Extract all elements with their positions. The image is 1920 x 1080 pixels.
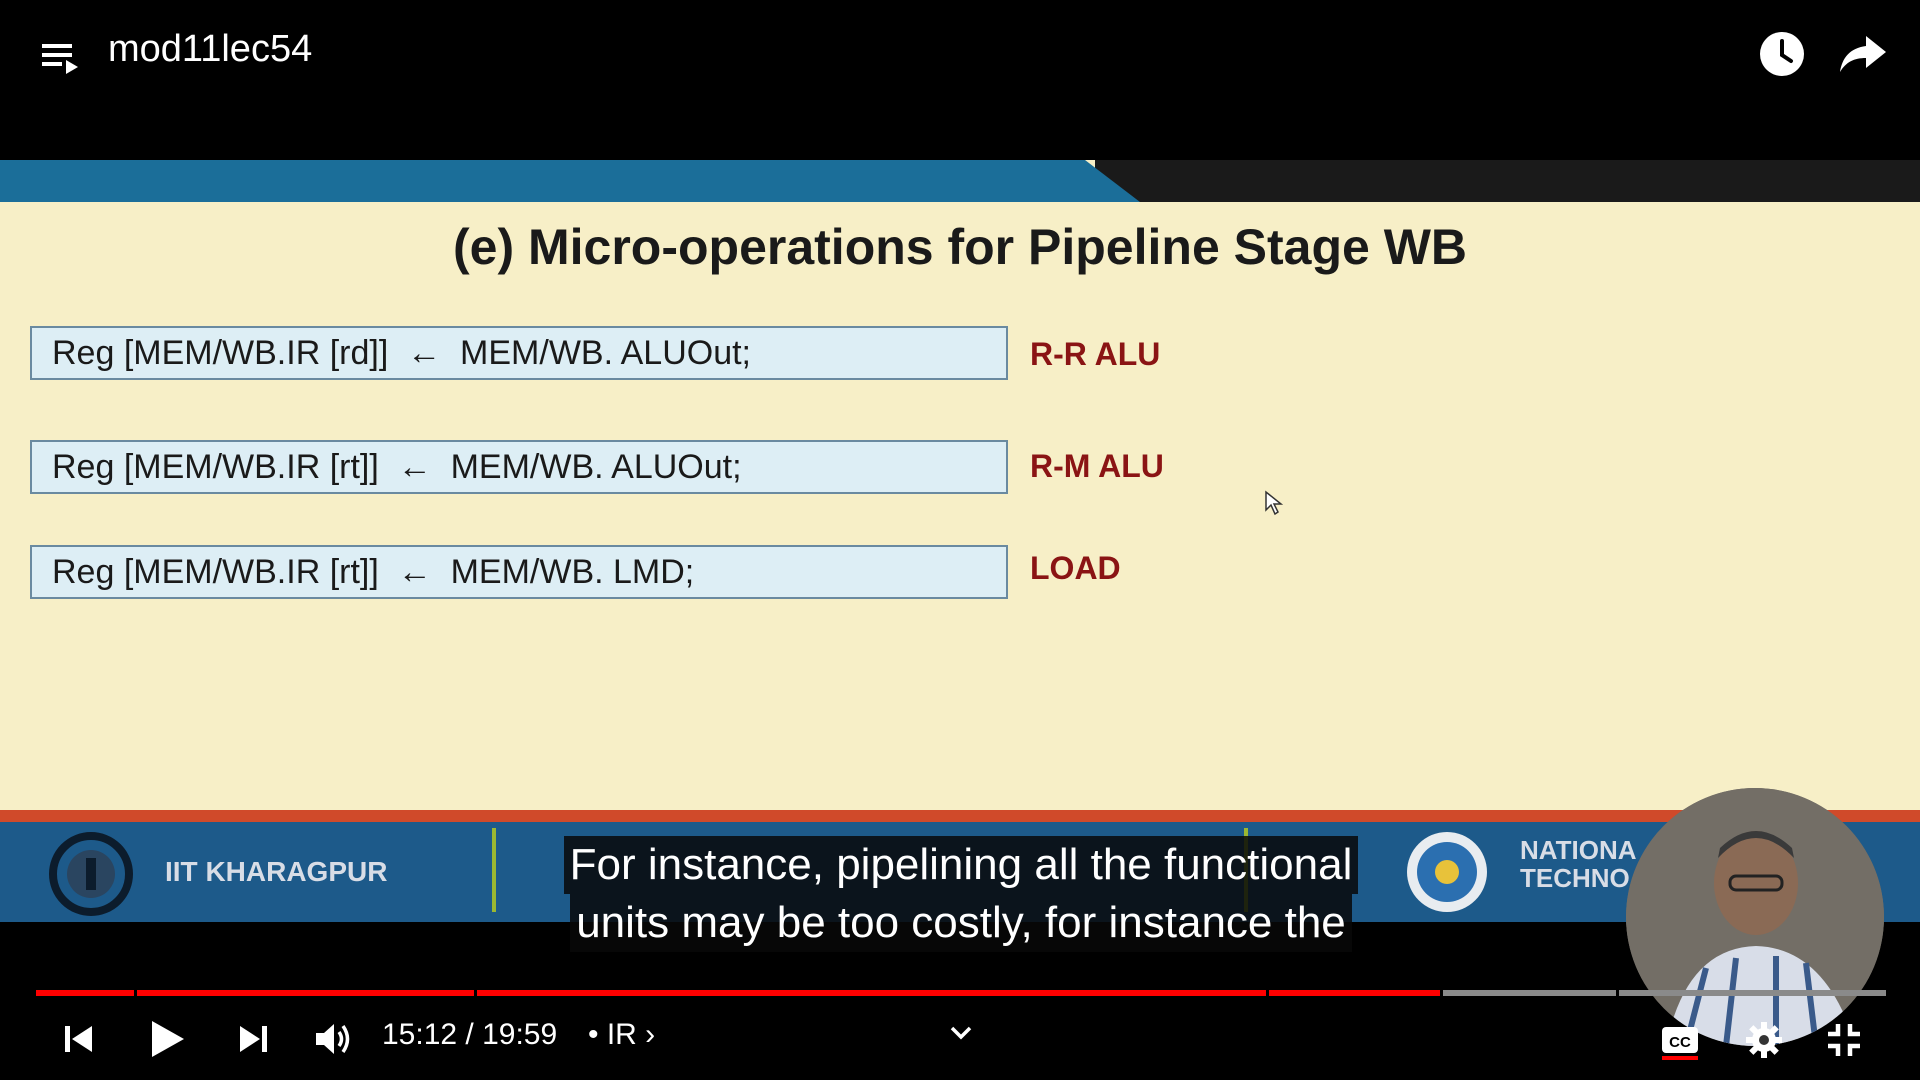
next-icon[interactable]	[236, 1022, 270, 1056]
banner-institute-name: IIT KHARAGPUR	[165, 856, 388, 887]
operation-label: R-M ALU	[1030, 448, 1164, 484]
nptel-logo-icon	[1392, 826, 1502, 918]
banner-separator	[492, 828, 496, 912]
video-title[interactable]: mod11lec54	[108, 28, 313, 70]
banner-top-stripe	[0, 810, 1920, 822]
operation-code-box: Reg [MEM/WB.IR [rt]] ← MEM/WB. ALUOut;	[30, 440, 1008, 494]
chapter-button[interactable]: • IR ›	[588, 1018, 656, 1051]
progress-played-segment	[1269, 990, 1440, 996]
caption-line: units may be too costly, for instance the	[570, 894, 1352, 952]
share-icon[interactable]	[1838, 32, 1888, 76]
caption-line: For instance, pipelining all the functional	[564, 836, 1359, 894]
gear-icon[interactable]	[1744, 1020, 1784, 1060]
clock-icon[interactable]	[1758, 30, 1806, 78]
cc-icon[interactable]	[1660, 1024, 1700, 1060]
operation-label: LOAD	[1030, 550, 1121, 586]
exit-fullscreen-icon[interactable]	[1826, 1022, 1862, 1058]
slide-title: (e) Micro-operations for Pipeline Stage WB	[453, 219, 1467, 275]
player-top-bar	[0, 0, 1920, 110]
presenter-figure-icon	[1626, 788, 1884, 1046]
progress-remaining-segment	[1619, 990, 1886, 996]
operation-code-box: Reg [MEM/WB.IR [rd]] ← MEM/WB. ALUOut;	[30, 326, 1008, 380]
svg-text:CC: CC	[1669, 1034, 1691, 1051]
progress-played-segment	[477, 990, 1266, 996]
volume-icon[interactable]	[314, 1020, 354, 1058]
chevron-down-icon[interactable]	[946, 1022, 976, 1044]
presenter-webcam	[1626, 788, 1884, 1046]
playlist-icon[interactable]	[40, 38, 80, 76]
progress-played-segment	[137, 990, 474, 996]
operation-label: R-R ALU	[1030, 336, 1161, 372]
time-display: 15:12 / 19:59	[382, 1018, 558, 1051]
banner-partner-name: NATIONA TECHNO	[1520, 835, 1637, 893]
progress-remaining-segment	[1443, 990, 1616, 996]
slide-header-dark-bar	[1095, 160, 1920, 202]
operation-code-box: Reg [MEM/WB.IR [rt]] ← MEM/WB. LMD;	[30, 545, 1008, 599]
play-icon[interactable]	[148, 1018, 186, 1060]
subtitle-captions	[523, 836, 1399, 952]
slide-header-blue-bar	[0, 160, 1140, 202]
iit-kharagpur-logo-icon	[36, 830, 146, 918]
seek-bar[interactable]	[36, 990, 1886, 996]
previous-icon[interactable]	[62, 1022, 96, 1056]
progress-played-segment	[36, 990, 134, 996]
video-frame-slide	[0, 160, 1920, 810]
mouse-cursor-icon	[1264, 490, 1286, 516]
